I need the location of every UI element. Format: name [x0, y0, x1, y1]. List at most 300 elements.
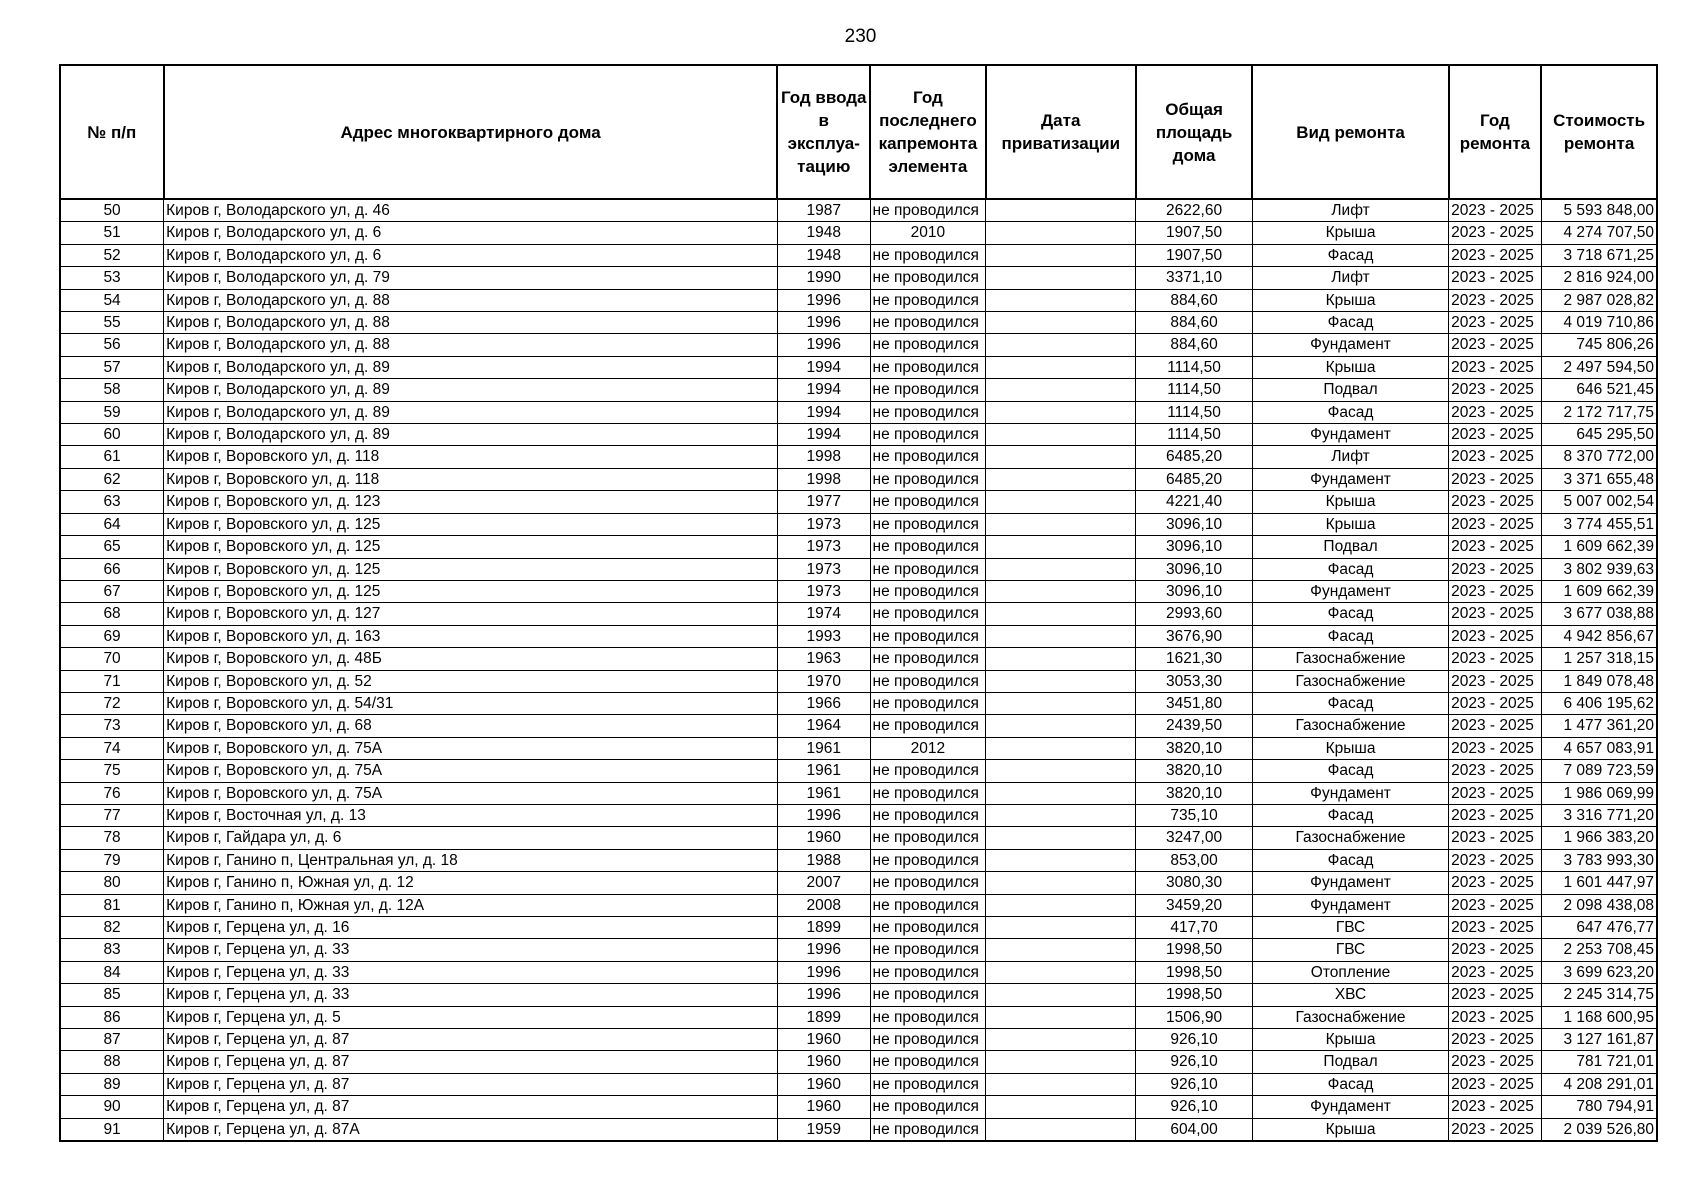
cell-cost: 4 208 291,01	[1541, 1073, 1657, 1095]
cell-num: 70	[60, 648, 164, 670]
cell-cost: 3 371 655,48	[1541, 468, 1657, 490]
cell-area: 884,60	[1136, 312, 1253, 334]
cell-cost: 645 295,50	[1541, 424, 1657, 446]
cell-last-repair: не проводился	[870, 558, 986, 580]
cell-last-repair: не проводился	[870, 939, 986, 961]
table-row	[60, 917, 1657, 939]
table-row	[60, 849, 1657, 871]
cell-year-built: 1960	[777, 1051, 870, 1073]
cell-area: 3080,30	[1136, 872, 1253, 894]
cell-last-repair: не проводился	[870, 625, 986, 647]
capital-repair-table	[59, 64, 1658, 1142]
table-row	[60, 334, 1657, 356]
cell-num: 68	[60, 603, 164, 625]
cell-address: Киров г, Володарского ул, д. 89	[164, 379, 778, 401]
cell-num: 65	[60, 536, 164, 558]
cell-area: 3371,10	[1136, 267, 1253, 289]
cell-num: 69	[60, 625, 164, 647]
cell-cost: 1 966 383,20	[1541, 827, 1657, 849]
cell-cost: 3 677 038,88	[1541, 603, 1657, 625]
cell-repair-year: 2023 - 2025	[1449, 468, 1542, 490]
cell-address: Киров г, Воровского ул, д. 125	[164, 513, 778, 535]
cell-address: Киров г, Герцена ул, д. 87	[164, 1073, 778, 1095]
cell-repair-year: 2023 - 2025	[1449, 872, 1542, 894]
cell-privatization	[986, 468, 1136, 490]
cell-privatization	[986, 536, 1136, 558]
cell-repair-type: Фундамент	[1252, 424, 1448, 446]
cell-privatization	[986, 1029, 1136, 1051]
cell-area: 926,10	[1136, 1096, 1253, 1118]
cell-last-repair: не проводился	[870, 401, 986, 423]
cell-repair-type: Лифт	[1252, 267, 1448, 289]
cell-repair-year: 2023 - 2025	[1449, 424, 1542, 446]
cell-cost: 3 718 671,25	[1541, 244, 1657, 266]
cell-num: 83	[60, 939, 164, 961]
cell-year-built: 1994	[777, 356, 870, 378]
cell-area: 3820,10	[1136, 782, 1253, 804]
cell-cost: 1 601 447,97	[1541, 872, 1657, 894]
table-row	[60, 984, 1657, 1006]
cell-num: 67	[60, 580, 164, 602]
cell-address: Киров г, Воровского ул, д. 75А	[164, 760, 778, 782]
cell-last-repair: не проводился	[870, 961, 986, 983]
cell-address: Киров г, Володарского ул, д. 46	[164, 199, 778, 222]
cell-year-built: 1960	[777, 1029, 870, 1051]
cell-year-built: 1990	[777, 267, 870, 289]
table-row	[60, 513, 1657, 535]
cell-area: 3096,10	[1136, 580, 1253, 602]
table-row	[60, 1073, 1657, 1095]
cell-last-repair: не проводился	[870, 446, 986, 468]
cell-year-built: 1994	[777, 424, 870, 446]
cell-repair-year: 2023 - 2025	[1449, 580, 1542, 602]
cell-area: 3459,20	[1136, 894, 1253, 916]
cell-last-repair: не проводился	[870, 782, 986, 804]
cell-last-repair: не проводился	[870, 580, 986, 602]
cell-address: Киров г, Володарского ул, д. 79	[164, 267, 778, 289]
cell-repair-year: 2023 - 2025	[1449, 782, 1542, 804]
cell-num: 85	[60, 984, 164, 1006]
cell-area: 3096,10	[1136, 536, 1253, 558]
cell-repair-type: Фундамент	[1252, 872, 1448, 894]
cell-repair-year: 2023 - 2025	[1449, 446, 1542, 468]
cell-repair-year: 2023 - 2025	[1449, 804, 1542, 826]
cell-repair-type: Подвал	[1252, 379, 1448, 401]
cell-num: 51	[60, 222, 164, 244]
cell-year-built: 1996	[777, 939, 870, 961]
table-row	[60, 468, 1657, 490]
cell-last-repair: не проводился	[870, 244, 986, 266]
cell-year-built: 1994	[777, 401, 870, 423]
cell-repair-type: Фундамент	[1252, 580, 1448, 602]
cell-repair-type: Газоснабжение	[1252, 670, 1448, 692]
cell-repair-type: Крыша	[1252, 737, 1448, 759]
table-row	[60, 670, 1657, 692]
cell-cost: 1 257 318,15	[1541, 648, 1657, 670]
cell-address: Киров г, Воровского ул, д. 125	[164, 558, 778, 580]
cell-area: 853,00	[1136, 849, 1253, 871]
cell-address: Киров г, Воровского ул, д. 52	[164, 670, 778, 692]
cell-year-built: 1988	[777, 849, 870, 871]
cell-repair-type: Подвал	[1252, 1051, 1448, 1073]
cell-num: 86	[60, 1006, 164, 1028]
cell-repair-year: 2023 - 2025	[1449, 984, 1542, 1006]
cell-repair-year: 2023 - 2025	[1449, 603, 1542, 625]
cell-area: 1998,50	[1136, 939, 1253, 961]
cell-last-repair: не проводился	[870, 289, 986, 311]
table-row	[60, 625, 1657, 647]
cell-last-repair: не проводился	[870, 1118, 986, 1141]
cell-repair-type: Газоснабжение	[1252, 715, 1448, 737]
cell-year-built: 2008	[777, 894, 870, 916]
cell-cost: 2 497 594,50	[1541, 356, 1657, 378]
cell-privatization	[986, 804, 1136, 826]
cell-address: Киров г, Герцена ул, д. 33	[164, 984, 778, 1006]
cell-repair-type: Фасад	[1252, 244, 1448, 266]
table-row	[60, 401, 1657, 423]
cell-repair-year: 2023 - 2025	[1449, 939, 1542, 961]
cell-address: Киров г, Воровского ул, д. 68	[164, 715, 778, 737]
cell-repair-type: Крыша	[1252, 222, 1448, 244]
cell-address: Киров г, Воровского ул, д. 163	[164, 625, 778, 647]
cell-address: Киров г, Воровского ул, д. 75А	[164, 737, 778, 759]
cell-num: 53	[60, 267, 164, 289]
cell-privatization	[986, 648, 1136, 670]
cell-repair-type: ГВС	[1252, 939, 1448, 961]
cell-num: 71	[60, 670, 164, 692]
cell-address: Киров г, Воровского ул, д. 118	[164, 446, 778, 468]
cell-privatization	[986, 1006, 1136, 1028]
table-row	[60, 961, 1657, 983]
cell-last-repair: не проводился	[870, 849, 986, 871]
cell-last-repair: не проводился	[870, 356, 986, 378]
cell-privatization	[986, 715, 1136, 737]
cell-last-repair: не проводился	[870, 1029, 986, 1051]
cell-num: 87	[60, 1029, 164, 1051]
cell-last-repair: не проводился	[870, 468, 986, 490]
cell-repair-type: Фасад	[1252, 558, 1448, 580]
cell-year-built: 1948	[777, 222, 870, 244]
cell-last-repair: не проводился	[870, 1073, 986, 1095]
cell-repair-year: 2023 - 2025	[1449, 558, 1542, 580]
table-row	[60, 536, 1657, 558]
cell-num: 58	[60, 379, 164, 401]
table-row	[60, 782, 1657, 804]
cell-num: 81	[60, 894, 164, 916]
cell-privatization	[986, 872, 1136, 894]
cell-cost: 6 406 195,62	[1541, 692, 1657, 714]
cell-year-built: 1977	[777, 491, 870, 513]
cell-num: 77	[60, 804, 164, 826]
cell-privatization	[986, 558, 1136, 580]
cell-cost: 646 521,45	[1541, 379, 1657, 401]
cell-cost: 3 316 771,20	[1541, 804, 1657, 826]
cell-cost: 2 245 314,75	[1541, 984, 1657, 1006]
cell-year-built: 1964	[777, 715, 870, 737]
cell-repair-year: 2023 - 2025	[1449, 827, 1542, 849]
cell-repair-year: 2023 - 2025	[1449, 401, 1542, 423]
cell-privatization	[986, 513, 1136, 535]
table-row	[60, 199, 1657, 222]
cell-area: 1998,50	[1136, 961, 1253, 983]
cell-cost: 1 168 600,95	[1541, 1006, 1657, 1028]
cell-year-built: 1973	[777, 558, 870, 580]
cell-num: 64	[60, 513, 164, 535]
cell-address: Киров г, Ганино п, Центральная ул, д. 18	[164, 849, 778, 871]
table-row	[60, 491, 1657, 513]
cell-address: Киров г, Восточная ул, д. 13	[164, 804, 778, 826]
cell-area: 1621,30	[1136, 648, 1253, 670]
cell-privatization	[986, 289, 1136, 311]
cell-address: Киров г, Герцена ул, д. 87	[164, 1096, 778, 1118]
table-body	[60, 199, 1657, 1141]
cell-last-repair: не проводился	[870, 648, 986, 670]
cell-cost: 1 609 662,39	[1541, 580, 1657, 602]
cell-repair-year: 2023 - 2025	[1449, 513, 1542, 535]
cell-year-built: 1998	[777, 446, 870, 468]
cell-last-repair: не проводился	[870, 199, 986, 222]
cell-repair-year: 2023 - 2025	[1449, 222, 1542, 244]
cell-repair-year: 2023 - 2025	[1449, 199, 1542, 222]
cell-area: 1114,50	[1136, 356, 1253, 378]
cell-area: 926,10	[1136, 1073, 1253, 1095]
page-number: 230	[844, 26, 877, 47]
cell-address: Киров г, Воровского ул, д. 118	[164, 468, 778, 490]
cell-area: 3820,10	[1136, 737, 1253, 759]
cell-address: Киров г, Герцена ул, д. 16	[164, 917, 778, 939]
cell-repair-year: 2023 - 2025	[1449, 961, 1542, 983]
header-address: Адрес многоквартирного дома	[164, 65, 778, 199]
cell-privatization	[986, 446, 1136, 468]
table-row	[60, 379, 1657, 401]
cell-last-repair: не проводился	[870, 917, 986, 939]
cell-repair-year: 2023 - 2025	[1449, 625, 1542, 647]
table-row	[60, 356, 1657, 378]
cell-cost: 4 274 707,50	[1541, 222, 1657, 244]
cell-privatization	[986, 939, 1136, 961]
cell-repair-year: 2023 - 2025	[1449, 648, 1542, 670]
cell-last-repair: не проводился	[870, 715, 986, 737]
cell-area: 926,10	[1136, 1051, 1253, 1073]
cell-repair-type: Фасад	[1252, 692, 1448, 714]
header-num: № п/п	[60, 65, 164, 199]
cell-cost: 780 794,91	[1541, 1096, 1657, 1118]
cell-privatization	[986, 244, 1136, 266]
cell-repair-type: Крыша	[1252, 356, 1448, 378]
cell-year-built: 1973	[777, 536, 870, 558]
cell-area: 2993,60	[1136, 603, 1253, 625]
cell-repair-type: Крыша	[1252, 289, 1448, 311]
cell-num: 57	[60, 356, 164, 378]
table-row	[60, 1029, 1657, 1051]
table-row	[60, 558, 1657, 580]
cell-year-built: 1994	[777, 379, 870, 401]
cell-privatization	[986, 894, 1136, 916]
cell-last-repair: не проводился	[870, 603, 986, 625]
cell-num: 78	[60, 827, 164, 849]
table-row	[60, 760, 1657, 782]
cell-repair-year: 2023 - 2025	[1449, 312, 1542, 334]
cell-repair-year: 2023 - 2025	[1449, 670, 1542, 692]
cell-year-built: 2007	[777, 872, 870, 894]
cell-last-repair: не проводился	[870, 267, 986, 289]
cell-cost: 3 783 993,30	[1541, 849, 1657, 871]
cell-area: 3451,80	[1136, 692, 1253, 714]
cell-last-repair: не проводился	[870, 379, 986, 401]
cell-year-built: 1948	[777, 244, 870, 266]
header-last-repair: Год последнего капремонта элемента	[870, 65, 986, 199]
cell-privatization	[986, 424, 1136, 446]
table-row	[60, 312, 1657, 334]
cell-year-built: 1996	[777, 312, 870, 334]
cell-area: 3096,10	[1136, 513, 1253, 535]
table-row	[60, 804, 1657, 826]
cell-address: Киров г, Ганино п, Южная ул, д. 12	[164, 872, 778, 894]
cell-address: Киров г, Герцена ул, д. 87А	[164, 1118, 778, 1141]
cell-address: Киров г, Воровского ул, д. 125	[164, 580, 778, 602]
cell-area: 884,60	[1136, 289, 1253, 311]
cell-area: 1114,50	[1136, 424, 1253, 446]
cell-privatization	[986, 961, 1136, 983]
cell-year-built: 1973	[777, 580, 870, 602]
cell-privatization	[986, 1096, 1136, 1118]
cell-area: 3053,30	[1136, 670, 1253, 692]
cell-num: 66	[60, 558, 164, 580]
cell-repair-type: Фасад	[1252, 1073, 1448, 1095]
table-row	[60, 1118, 1657, 1141]
header-year-built: Год ввода в эксплуа-тацию	[777, 65, 870, 199]
cell-address: Киров г, Воровского ул, д. 127	[164, 603, 778, 625]
cell-privatization	[986, 267, 1136, 289]
cell-address: Киров г, Володарского ул, д. 89	[164, 424, 778, 446]
cell-address: Киров г, Герцена ул, д. 33	[164, 939, 778, 961]
cell-last-repair: не проводился	[870, 872, 986, 894]
cell-num: 74	[60, 737, 164, 759]
cell-num: 82	[60, 917, 164, 939]
table-row	[60, 446, 1657, 468]
table-row	[60, 222, 1657, 244]
cell-area: 604,00	[1136, 1118, 1253, 1141]
cell-repair-year: 2023 - 2025	[1449, 760, 1542, 782]
cell-cost: 2 172 717,75	[1541, 401, 1657, 423]
cell-repair-type: Крыша	[1252, 1029, 1448, 1051]
cell-repair-year: 2023 - 2025	[1449, 491, 1542, 513]
header-privatization: Дата приватизации	[986, 65, 1136, 199]
cell-last-repair: не проводился	[870, 984, 986, 1006]
cell-area: 1907,50	[1136, 222, 1253, 244]
cell-num: 76	[60, 782, 164, 804]
cell-last-repair: 2012	[870, 737, 986, 759]
cell-num: 61	[60, 446, 164, 468]
cell-area: 3820,10	[1136, 760, 1253, 782]
cell-num: 56	[60, 334, 164, 356]
cell-address: Киров г, Воровского ул, д. 54/31	[164, 692, 778, 714]
table-row	[60, 267, 1657, 289]
cell-cost: 1 986 069,99	[1541, 782, 1657, 804]
cell-privatization	[986, 1073, 1136, 1095]
table-row	[60, 715, 1657, 737]
cell-privatization	[986, 782, 1136, 804]
cell-num: 52	[60, 244, 164, 266]
cell-num: 55	[60, 312, 164, 334]
cell-num: 75	[60, 760, 164, 782]
cell-last-repair: не проводился	[870, 312, 986, 334]
cell-privatization	[986, 222, 1136, 244]
cell-num: 89	[60, 1073, 164, 1095]
cell-repair-year: 2023 - 2025	[1449, 356, 1542, 378]
cell-num: 90	[60, 1096, 164, 1118]
cell-privatization	[986, 401, 1136, 423]
table-row	[60, 289, 1657, 311]
cell-repair-type: Газоснабжение	[1252, 827, 1448, 849]
cell-year-built: 1899	[777, 917, 870, 939]
cell-address: Киров г, Герцена ул, д. 87	[164, 1029, 778, 1051]
cell-last-repair: не проводился	[870, 670, 986, 692]
table-row	[60, 603, 1657, 625]
cell-privatization	[986, 670, 1136, 692]
cell-year-built: 1996	[777, 289, 870, 311]
cell-num: 88	[60, 1051, 164, 1073]
cell-area: 1907,50	[1136, 244, 1253, 266]
cell-privatization	[986, 312, 1136, 334]
cell-privatization	[986, 827, 1136, 849]
cell-area: 3676,90	[1136, 625, 1253, 647]
cell-year-built: 1961	[777, 782, 870, 804]
cell-repair-year: 2023 - 2025	[1449, 536, 1542, 558]
table-row	[60, 244, 1657, 266]
cell-num: 62	[60, 468, 164, 490]
cell-area: 926,10	[1136, 1029, 1253, 1051]
cell-address: Киров г, Володарского ул, д. 6	[164, 244, 778, 266]
cell-cost: 2 987 028,82	[1541, 289, 1657, 311]
table-row	[60, 648, 1657, 670]
table-row	[60, 424, 1657, 446]
cell-cost: 4 942 856,67	[1541, 625, 1657, 647]
cell-year-built: 1966	[777, 692, 870, 714]
cell-cost: 3 699 623,20	[1541, 961, 1657, 983]
cell-area: 1506,90	[1136, 1006, 1253, 1028]
cell-repair-year: 2023 - 2025	[1449, 1006, 1542, 1028]
cell-privatization	[986, 334, 1136, 356]
cell-cost: 1 609 662,39	[1541, 536, 1657, 558]
cell-repair-type: Фасад	[1252, 804, 1448, 826]
table-row	[60, 692, 1657, 714]
table-row	[60, 737, 1657, 759]
cell-repair-type: Газоснабжение	[1252, 648, 1448, 670]
cell-cost: 3 774 455,51	[1541, 513, 1657, 535]
header-repair-type: Вид ремонта	[1252, 65, 1448, 199]
header-area: Общая площадь дома	[1136, 65, 1253, 199]
table-header-row	[60, 65, 1657, 199]
cell-num: 72	[60, 692, 164, 714]
cell-year-built: 1961	[777, 737, 870, 759]
cell-num: 60	[60, 424, 164, 446]
cell-last-repair: не проводился	[870, 491, 986, 513]
table-row	[60, 827, 1657, 849]
cell-privatization	[986, 760, 1136, 782]
cell-address: Киров г, Воровского ул, д. 123	[164, 491, 778, 513]
cell-last-repair: не проводился	[870, 536, 986, 558]
cell-year-built: 1960	[777, 1073, 870, 1095]
cell-repair-year: 2023 - 2025	[1449, 715, 1542, 737]
cell-area: 6485,20	[1136, 446, 1253, 468]
cell-repair-year: 2023 - 2025	[1449, 379, 1542, 401]
cell-cost: 4 657 083,91	[1541, 737, 1657, 759]
cell-year-built: 1974	[777, 603, 870, 625]
cell-cost: 7 089 723,59	[1541, 760, 1657, 782]
cell-area: 1998,50	[1136, 984, 1253, 1006]
cell-repair-year: 2023 - 2025	[1449, 267, 1542, 289]
